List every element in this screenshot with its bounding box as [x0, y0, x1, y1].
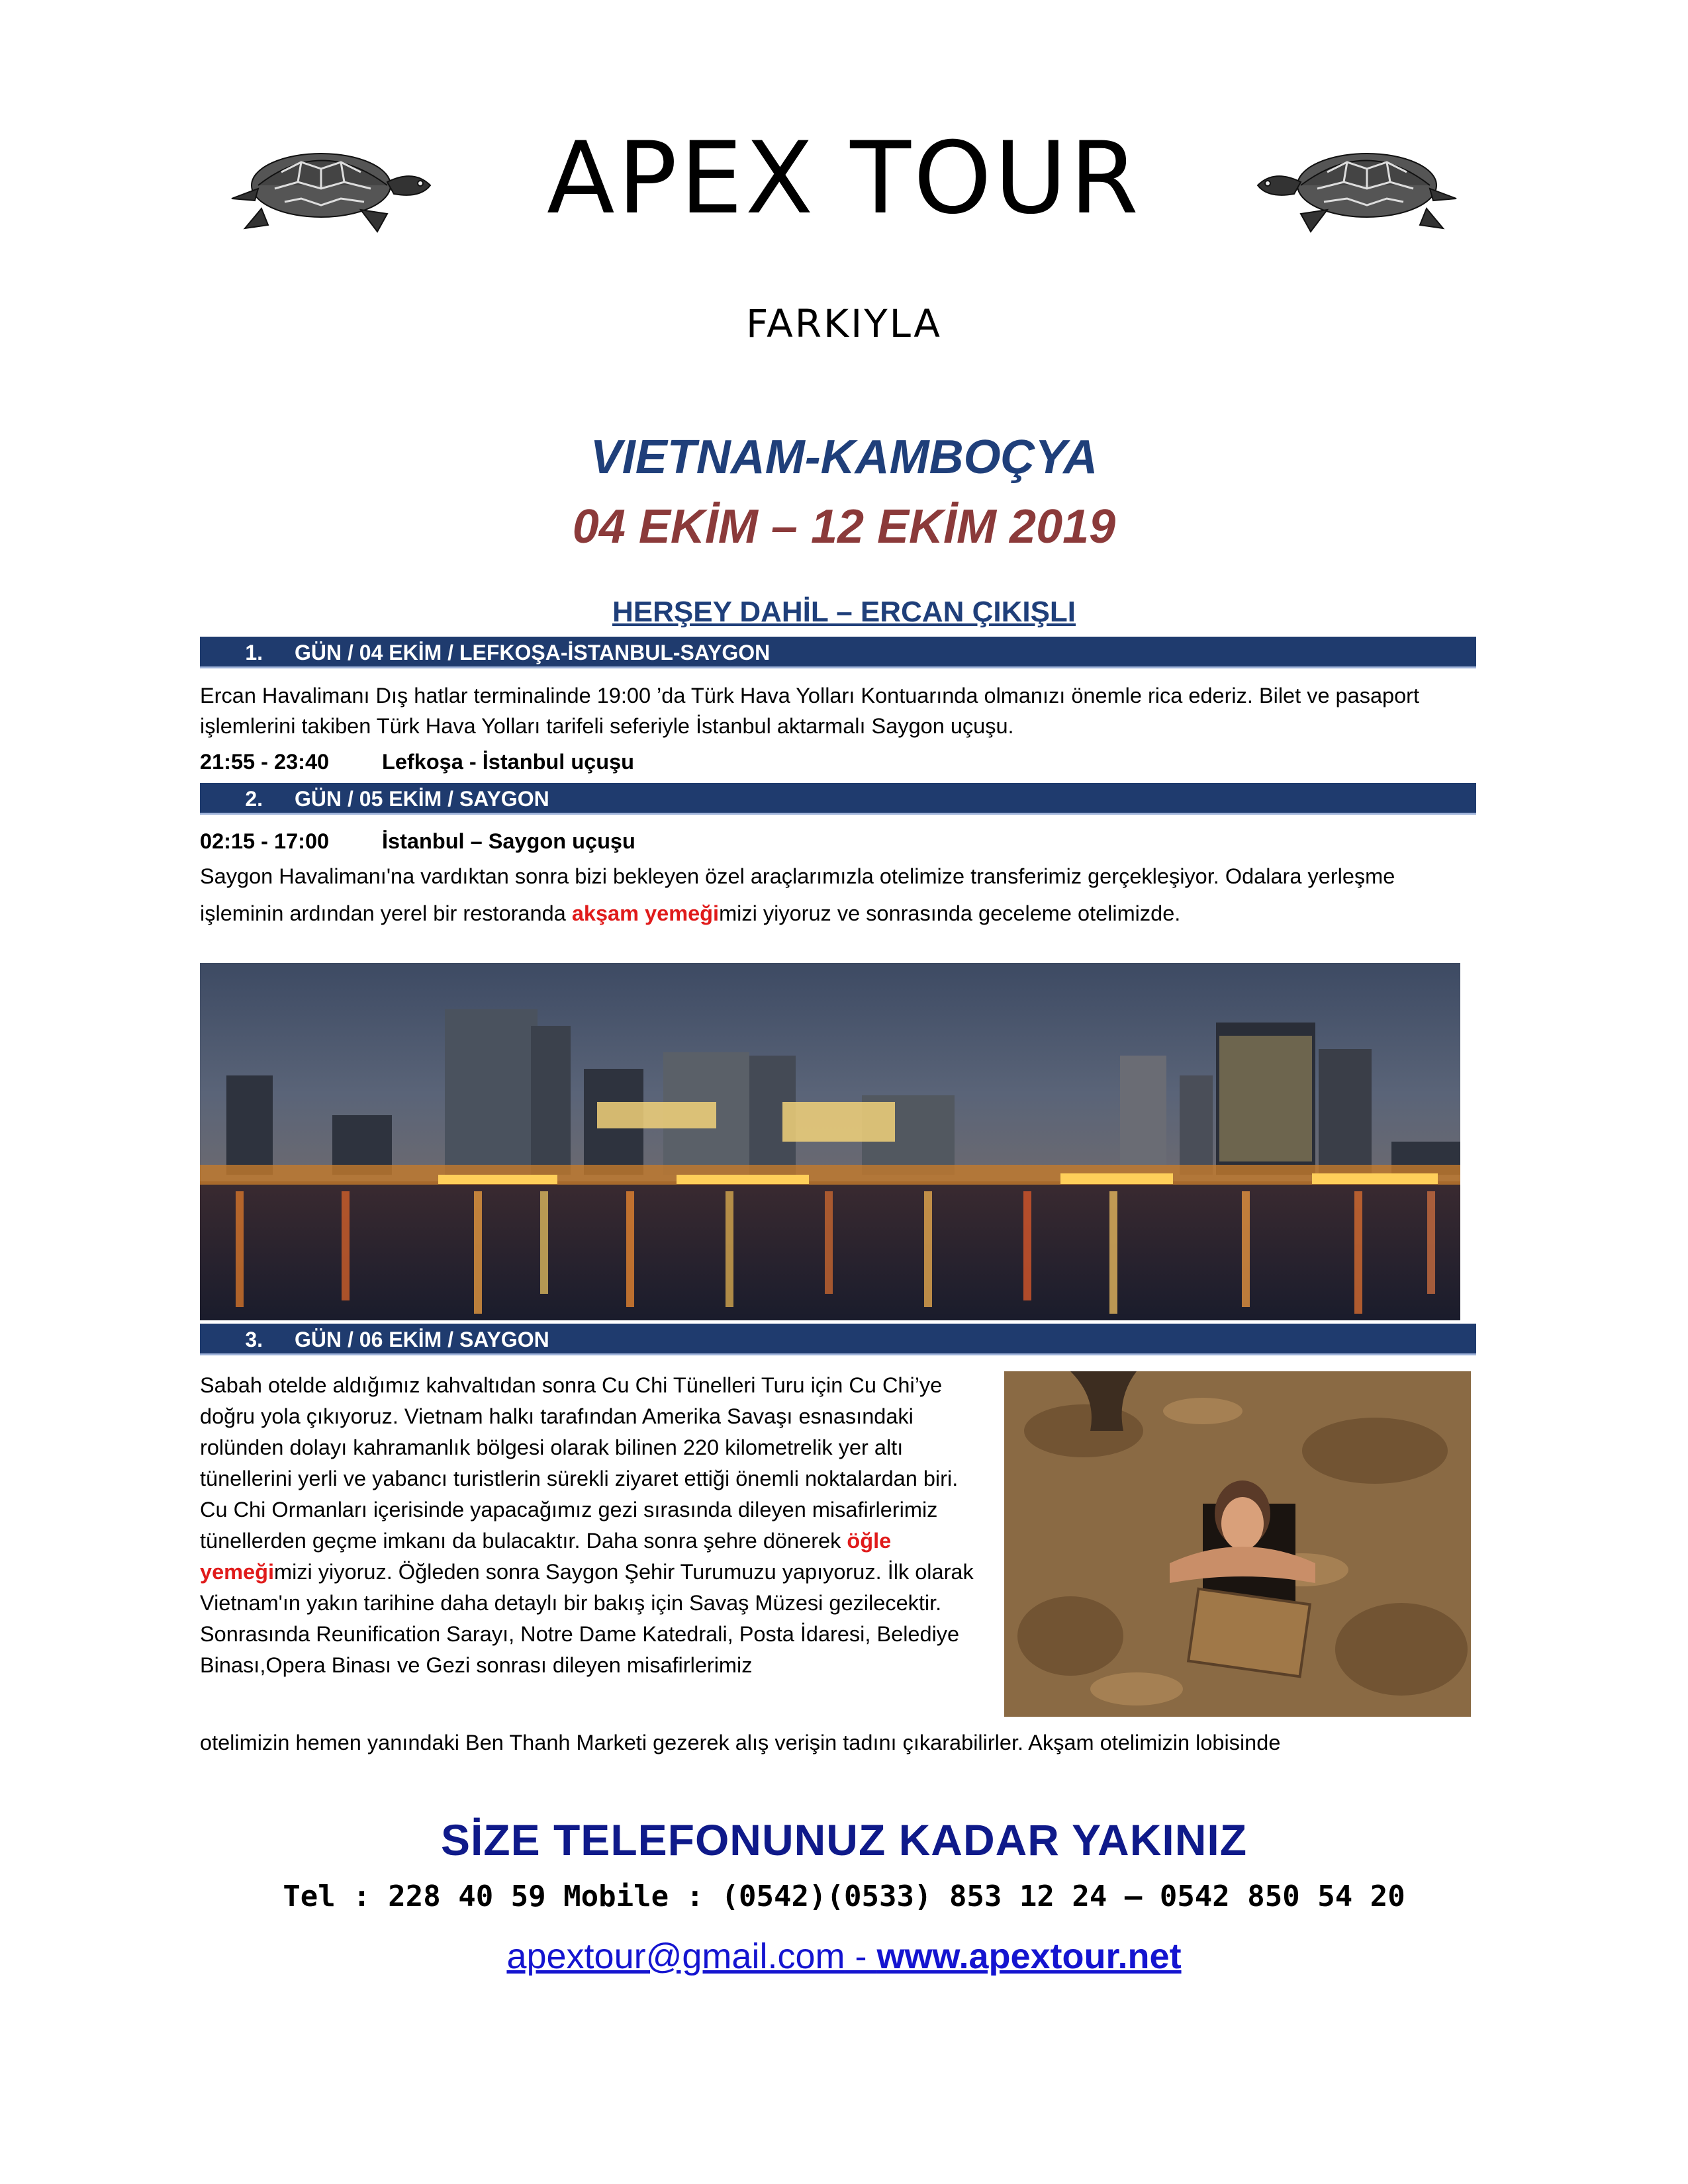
day-3-text-before: Sabah otelde aldığımız kahvaltıdan sonra Cu Chi Tünelleri Turu için Cu Chi’ye doğru yola çıkıyoruz. Vietnam halkı tarafından Amerika Savaşı esnasındaki rolünden dolayı kahramanlık bölgesi olarak bilinen 220 kilometrelik yer altı tünellerini yerli ve yabancı turistlerin sürekli ziyaret ettiği önemli noktalardan biri. Cu Chi Ormanları içerisinde yapacağımız gezi sırasında dileyen misafirlerimiz tünellerden geçme imkanı da bulacaktır. Daha sonra şehre dönerek: [200, 1373, 959, 1553]
tour-dates: 04 EKİM – 12 EKİM 2019: [572, 500, 1116, 553]
cu-chi-tunnel-image: [1004, 1371, 1471, 1717]
day-title: GÜN / 05 EKİM / SAYGON: [295, 787, 549, 811]
tour-tagline: HERŞEY DAHİL – ERCAN ÇIKIŞLI: [612, 596, 1076, 628]
day-number: 1.: [245, 641, 263, 664]
page-title: APEX TOUR: [547, 121, 1141, 236]
meal-highlight: öğle yemeği: [200, 1529, 892, 1584]
footer-slogan: SİZE TELEFONUNUZ KADAR YAKINIZ: [440, 1815, 1248, 1864]
day-3-header: [200, 1324, 1476, 1355]
day-number: 3.: [245, 1328, 263, 1351]
day-1-text: Ercan Havalimanı Dış hatlar terminalinde 19:00 ’da Türk Hava Yolları Kontuarında olmanızı önemle rica ederiz. Bilet ve pasaport işlemlerini takiben Türk Hava Yolları tarifeli seferiyle İstanbul aktarmalı Saygon uçuşu.: [200, 684, 1420, 738]
day-number: 2.: [245, 787, 263, 811]
day-3-text-after: mizi yiyoruz. Öğleden sonra Saygon Şehir Turumuzu yapıyoruz. İlk olarak Vietnam'ın yakın tarihine daha detaylı bir bakış için Savaş Müzesi gezilecektir. Sonrasında Reunification Sarayı, Notre Dame Katedrali, Posta İdaresi, Belediye Binası,Opera Binası ve Gezi sonrası dileyen misafirlerimiz: [200, 1560, 974, 1677]
day-2-flight: [200, 829, 635, 854]
footer-contact: [0, 1936, 1688, 1977]
day-1-flight: [200, 750, 634, 774]
day-2-text: [200, 858, 1477, 932]
day-title: GÜN / 04 EKİM / LEFKOŞA-İSTANBUL-SAYGON: [295, 641, 771, 664]
day-3-text: [200, 1370, 981, 1681]
day-2-header: [200, 783, 1476, 815]
tour-destination: VIETNAM-KAMBOÇYA: [590, 431, 1098, 484]
day-title: GÜN / 06 EKİM / SAYGON: [295, 1328, 549, 1351]
flight-route: İstanbul – Saygon uçuşu: [382, 829, 635, 853]
day-2-text-before: Saygon Havalimanı'na vardıktan sonra bizi bekleyen özel araçlarımızla otelimize transferimiz gerçekleşiyor. Odalara yerleşme işleminin ardından yerel bir restoranda: [200, 864, 1395, 925]
email-link[interactable]: apextour@gmail.com: [506, 1936, 845, 1976]
flight-time: 21:55 - 23:40: [200, 750, 330, 774]
contact-separator: -: [845, 1936, 877, 1976]
day-2-text-after: mizi yiyoruz ve sonrasında geceleme otelimizde.: [719, 901, 1181, 925]
saigon-night-skyline-image: [200, 963, 1460, 1320]
flight-time: 02:15 - 17:00: [200, 829, 330, 853]
meal-highlight: akşam yemeği: [571, 901, 720, 925]
page-subtitle: FARKIYLA: [746, 301, 942, 346]
website-link[interactable]: www.apextour.net: [876, 1936, 1182, 1976]
day-3-text-last: otelimizin hemen yanındaki Ben Thanh Marketi gezerek alış verişin tadını çıkarabilirler. Akşam otelimizin lobisinde: [200, 1731, 1281, 1754]
footer-phones: Tel : 228 40 59 Mobile : (0542)(0533) 853 12 24 – 0542 850 54 20: [283, 1880, 1405, 1913]
day-1-header: [200, 637, 1476, 668]
flight-route: Lefkoşa - İstanbul uçuşu: [382, 750, 635, 774]
